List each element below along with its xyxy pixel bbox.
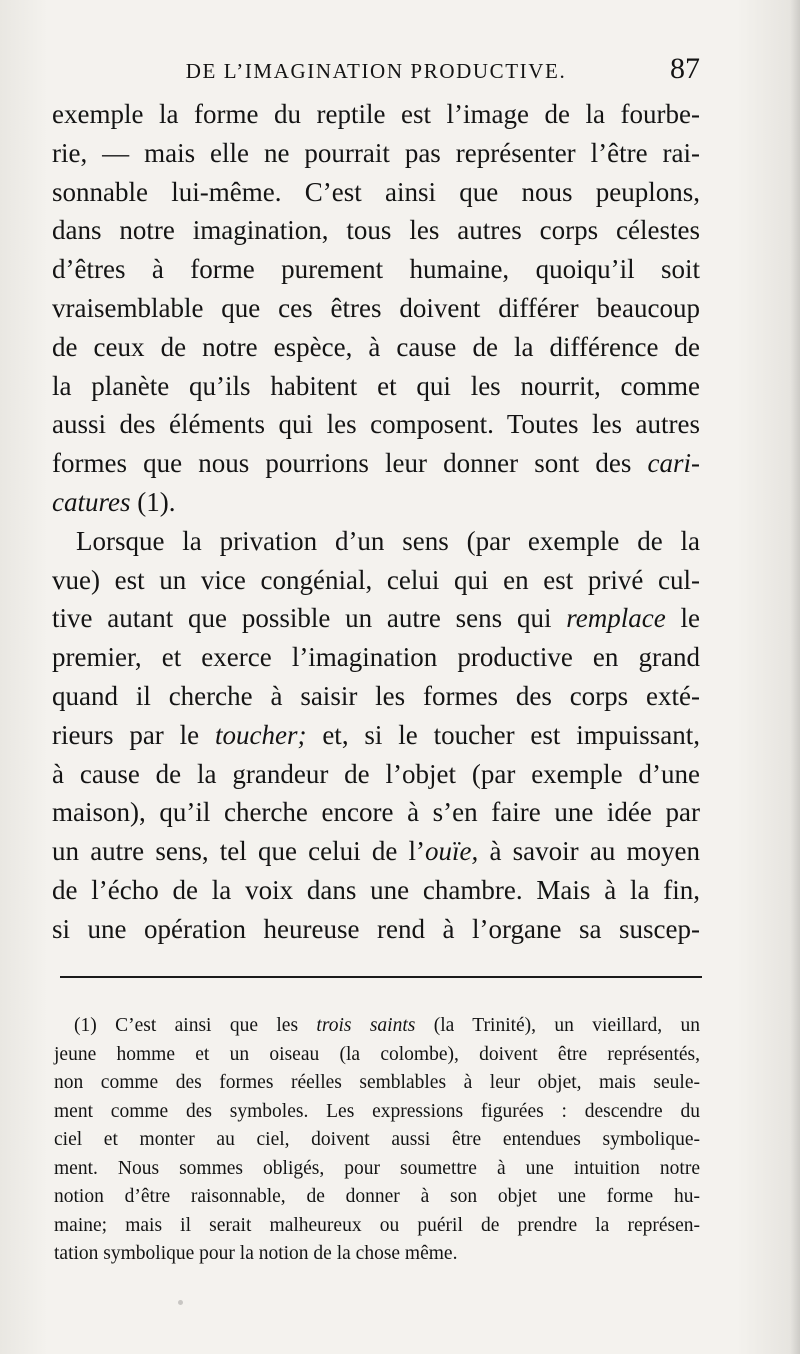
text-line: quand il cherche à saisir les formes des corps exté- [52, 680, 700, 711]
text-line: exemple la forme du reptile est l’image de la fourbe- [52, 99, 700, 129]
text-line: premier, et exerce l’imagination productive en grand [52, 642, 700, 673]
footnote-line: maine; mais il serait malheureux ou puéril de prendre la représen- [54, 1214, 700, 1236]
text-line: si une opération heureuse rend à l’organe sa suscep- [52, 913, 700, 944]
italic-word: cari- [647, 448, 700, 479]
running-head [52, 52, 700, 92]
italic-word: catures [52, 486, 131, 517]
footnote-line: notion d’être raisonnable, de donner à son objet une forme hu- [54, 1186, 700, 1207]
italic-word: remplace [566, 603, 666, 634]
text-line: sonnable lui-même. C’est ainsi que nous peuplons, [52, 176, 700, 207]
text-line: vue) est un vice congénial, celui qui en est privé cul- [52, 564, 700, 595]
footnote-line: ment. Nous sommes obligés, pour soumettre à une intuition notre [54, 1157, 700, 1179]
page-number: 87 [670, 52, 700, 85]
footnote-rule [60, 976, 702, 978]
text-line: un autre sens, tel que celui de l’ouïe, à savoir au moyen [52, 836, 700, 867]
page-edge-shadow [790, 0, 800, 1354]
text-line: maison), qu’il cherche encore à s’en faire une idée par [52, 797, 700, 828]
text-line: dans notre imagination, tous les autres corps célestes [52, 215, 700, 246]
footnote-line: jeune homme et un oiseau (la colombe), doivent être représentés, [54, 1043, 700, 1065]
text-line: la planète qu’ils habitent et qui les nourrit, comme [52, 370, 700, 401]
footnote-line: tation symbolique pour la notion de la chose même. [54, 1243, 458, 1264]
text-line: rieurs par le toucher; et, si le toucher est impuissant, [52, 719, 701, 750]
text-line: rie, — mais elle ne pourrait pas représenter l’être rai- [52, 137, 700, 168]
running-title: DE L’IMAGINATION PRODUCTIVE. [185, 59, 567, 83]
footnote-line: ciel et monter au ciel, doivent aussi être entendues symbolique- [54, 1129, 700, 1150]
text-line: d’êtres à forme purement humaine, quoiqu’il soit [52, 254, 700, 285]
italic-word: trois saints [316, 1015, 416, 1036]
paragraph-start-line: Lorsque la privation d’un sens (par exemple de la [76, 525, 700, 556]
footnote-line: ment comme des symboles. Les expressions figurées : descendre du [54, 1100, 700, 1122]
italic-word: ouïe, [425, 836, 479, 867]
paper-speck [178, 1300, 183, 1305]
text-line: aussi des éléments qui les composent. Toutes les autres [52, 409, 700, 440]
text-line: de l’écho de la voix dans une chambre. Mais à la fin, [52, 874, 700, 905]
body-text [52, 95, 700, 949]
text-line: catures (1). [52, 486, 176, 517]
text-line: tive autant que possible un autre sens qui remplace le [52, 603, 701, 634]
footnote-line: (1) C’est ainsi que les trois saints (la Trinité), un vieillard, un [74, 1015, 701, 1036]
text-line: formes que nous pourrions leur donner sont des cari- [52, 448, 700, 479]
footnote-line: non comme des formes réelles semblables à leur objet, mais seule- [54, 1072, 700, 1093]
italic-word: toucher; [215, 719, 307, 750]
text-line: à cause de la grandeur de l’objet (par exemple d’une [52, 758, 700, 789]
text-line: de ceux de notre espèce, à cause de la différence de [52, 331, 700, 362]
text-line: vraisemblable que ces êtres doivent différer beaucoup [52, 292, 700, 323]
footnote [54, 1012, 700, 1269]
